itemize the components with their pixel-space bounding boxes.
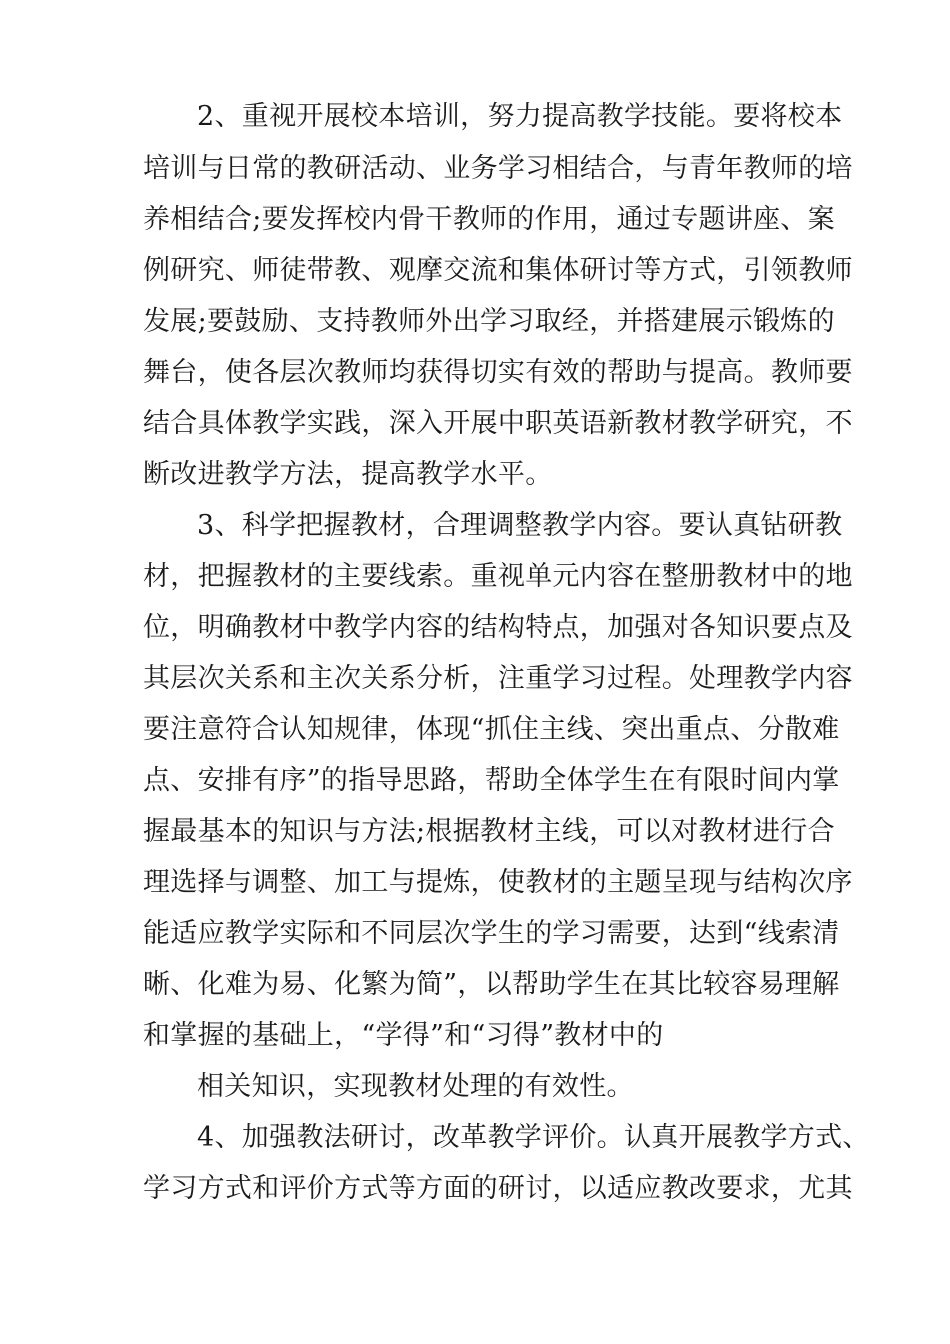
paragraph-3-line-8: 理选择与调整、加工与提炼，使教材的主题呈现与结构次序 xyxy=(143,867,853,898)
paragraph-2-line-4: 例研究、师徒带教、观摩交流和集体研讨等方式，引领教师 xyxy=(143,255,853,286)
paragraph-2-line-8: 断改进教学方法，提高教学水平。 xyxy=(143,459,553,490)
paragraph-2-line-3: 养相结合;要发挥校内骨干教师的作用，通过专题讲座、案 xyxy=(143,204,835,235)
paragraph-2-line-5: 发展;要鼓励、支持教师外出学习取经，并搭建展示锻炼的 xyxy=(143,306,835,337)
paragraph-4-line-1: 4、加强教法研讨，改革教学评价。认真开展教学方式、 xyxy=(197,1122,870,1153)
paragraph-3-line-4: 其层次关系和主次关系分析，注重学习过程。处理教学内容 xyxy=(143,663,853,694)
paragraph-3-line-11: 和掌握的基础上，“学得”和“习得”教材中的 xyxy=(143,1020,664,1051)
paragraph-4-line-2: 学习方式和评价方式等方面的研讨，以适应教改要求，尤其 xyxy=(143,1173,853,1204)
paragraph-2-line-6: 舞台，使各层次教师均获得切实有效的帮助与提高。教师要 xyxy=(143,357,853,388)
paragraph-3-line-5: 要注意符合认知规律，体现“抓住主线、突出重点、分散难 xyxy=(143,714,840,745)
paragraph-3-line-9: 能适应教学实际和不同层次学生的学习需要，达到“线索清 xyxy=(143,918,840,949)
paragraph-3-line-2: 材，把握教材的主要线索。重视单元内容在整册教材中的地 xyxy=(143,561,853,592)
paragraph-3-line-3: 位，明确教材中教学内容的结构特点，加强对各知识要点及 xyxy=(143,612,853,643)
paragraph-2-line-1: 2、重视开展校本培训，努力提高教学技能。要将校本 xyxy=(197,101,843,132)
paragraph-2-line-2: 培训与日常的教研活动、业务学习相结合，与青年教师的培 xyxy=(143,153,853,184)
paragraph-2-line-7: 结合具体教学实践，深入开展中职英语新教材教学研究，不 xyxy=(143,408,853,439)
paragraph-3-line-1: 3、科学把握教材，合理调整教学内容。要认真钻研教 xyxy=(197,510,843,541)
paragraph-3-line-7: 握最基本的知识与方法;根据教材主线，可以对教材进行合 xyxy=(143,816,835,847)
continuation-line: 相关知识，实现教材处理的有效性。 xyxy=(197,1071,634,1102)
paragraph-3-line-6: 点、安排有序”的指导思路，帮助全体学生在有限时间内掌 xyxy=(143,765,840,796)
paragraph-3-line-10: 晰、化难为易、化繁为简”，以帮助学生在其比较容易理解 xyxy=(143,969,840,1000)
